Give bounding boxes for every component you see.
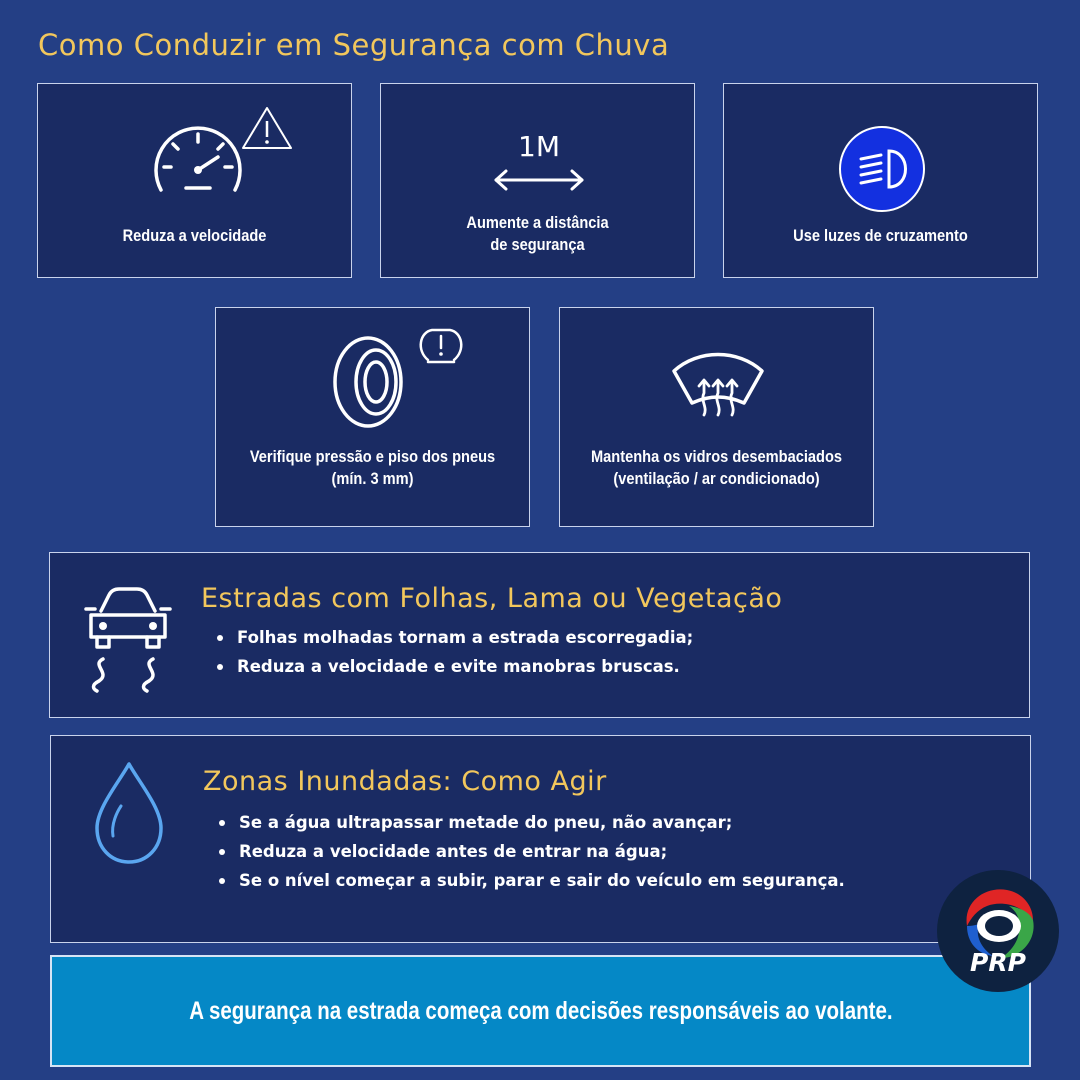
card-label: Verifique pressão e piso dos pneus (mín. 3 mm) <box>249 447 496 488</box>
card-label: Mantenha os vidros desembaciados (ventilação / ar condicionado) <box>590 447 843 488</box>
footer-text: A segurança na estrada começa com decisões responsáveis ao volante. <box>188 996 893 1025</box>
distance-text: 1M <box>518 130 560 163</box>
card-reduce-speed <box>37 83 352 278</box>
list-item: Se a água ultrapassar metade do pneu, não avançar; <box>217 808 845 837</box>
section-heading: Estradas com Folhas, Lama ou Vegetação <box>201 583 783 614</box>
list-item: Reduza a velocidade e evite manobras bruscas. <box>215 652 693 681</box>
footer-banner <box>50 955 1031 1067</box>
card-label: Reduza a velocidade <box>122 226 267 245</box>
card-low-beam <box>723 83 1038 278</box>
card-defrost <box>559 307 874 527</box>
section-slippery-roads <box>49 552 1030 718</box>
low-beam-headlight-icon <box>839 126 925 212</box>
speedometer-warning-icon <box>143 102 303 202</box>
list-item: Se o nível começar a subir, parar e sair do veículo em segurança. <box>217 866 845 895</box>
logo-text: PRP <box>970 948 1026 977</box>
card-label: Aumente a distância de segurança <box>466 213 609 254</box>
card-tire-check <box>215 307 530 527</box>
windshield-defrost-icon <box>668 351 768 421</box>
list-item: Folhas molhadas tornam a estrada escorregadia; <box>215 623 693 652</box>
card-label: Use luzes de cruzamento <box>793 226 968 245</box>
water-drop-icon <box>89 758 169 868</box>
page-title: Como Conduzir em Segurança com Chuva <box>38 28 670 62</box>
card-safe-distance <box>380 83 695 278</box>
list-item: Reduza a velocidade antes de entrar na água; <box>217 837 845 866</box>
prp-logo <box>937 870 1059 992</box>
section-flooded-zones <box>50 735 1031 943</box>
distance-arrow-icon <box>484 126 594 196</box>
skidding-car-icon <box>83 581 173 701</box>
tire-pressure-icon <box>328 322 468 432</box>
bullet-list <box>215 623 693 681</box>
section-heading: Zonas Inundadas: Como Agir <box>203 766 607 797</box>
bullet-list <box>217 808 845 895</box>
